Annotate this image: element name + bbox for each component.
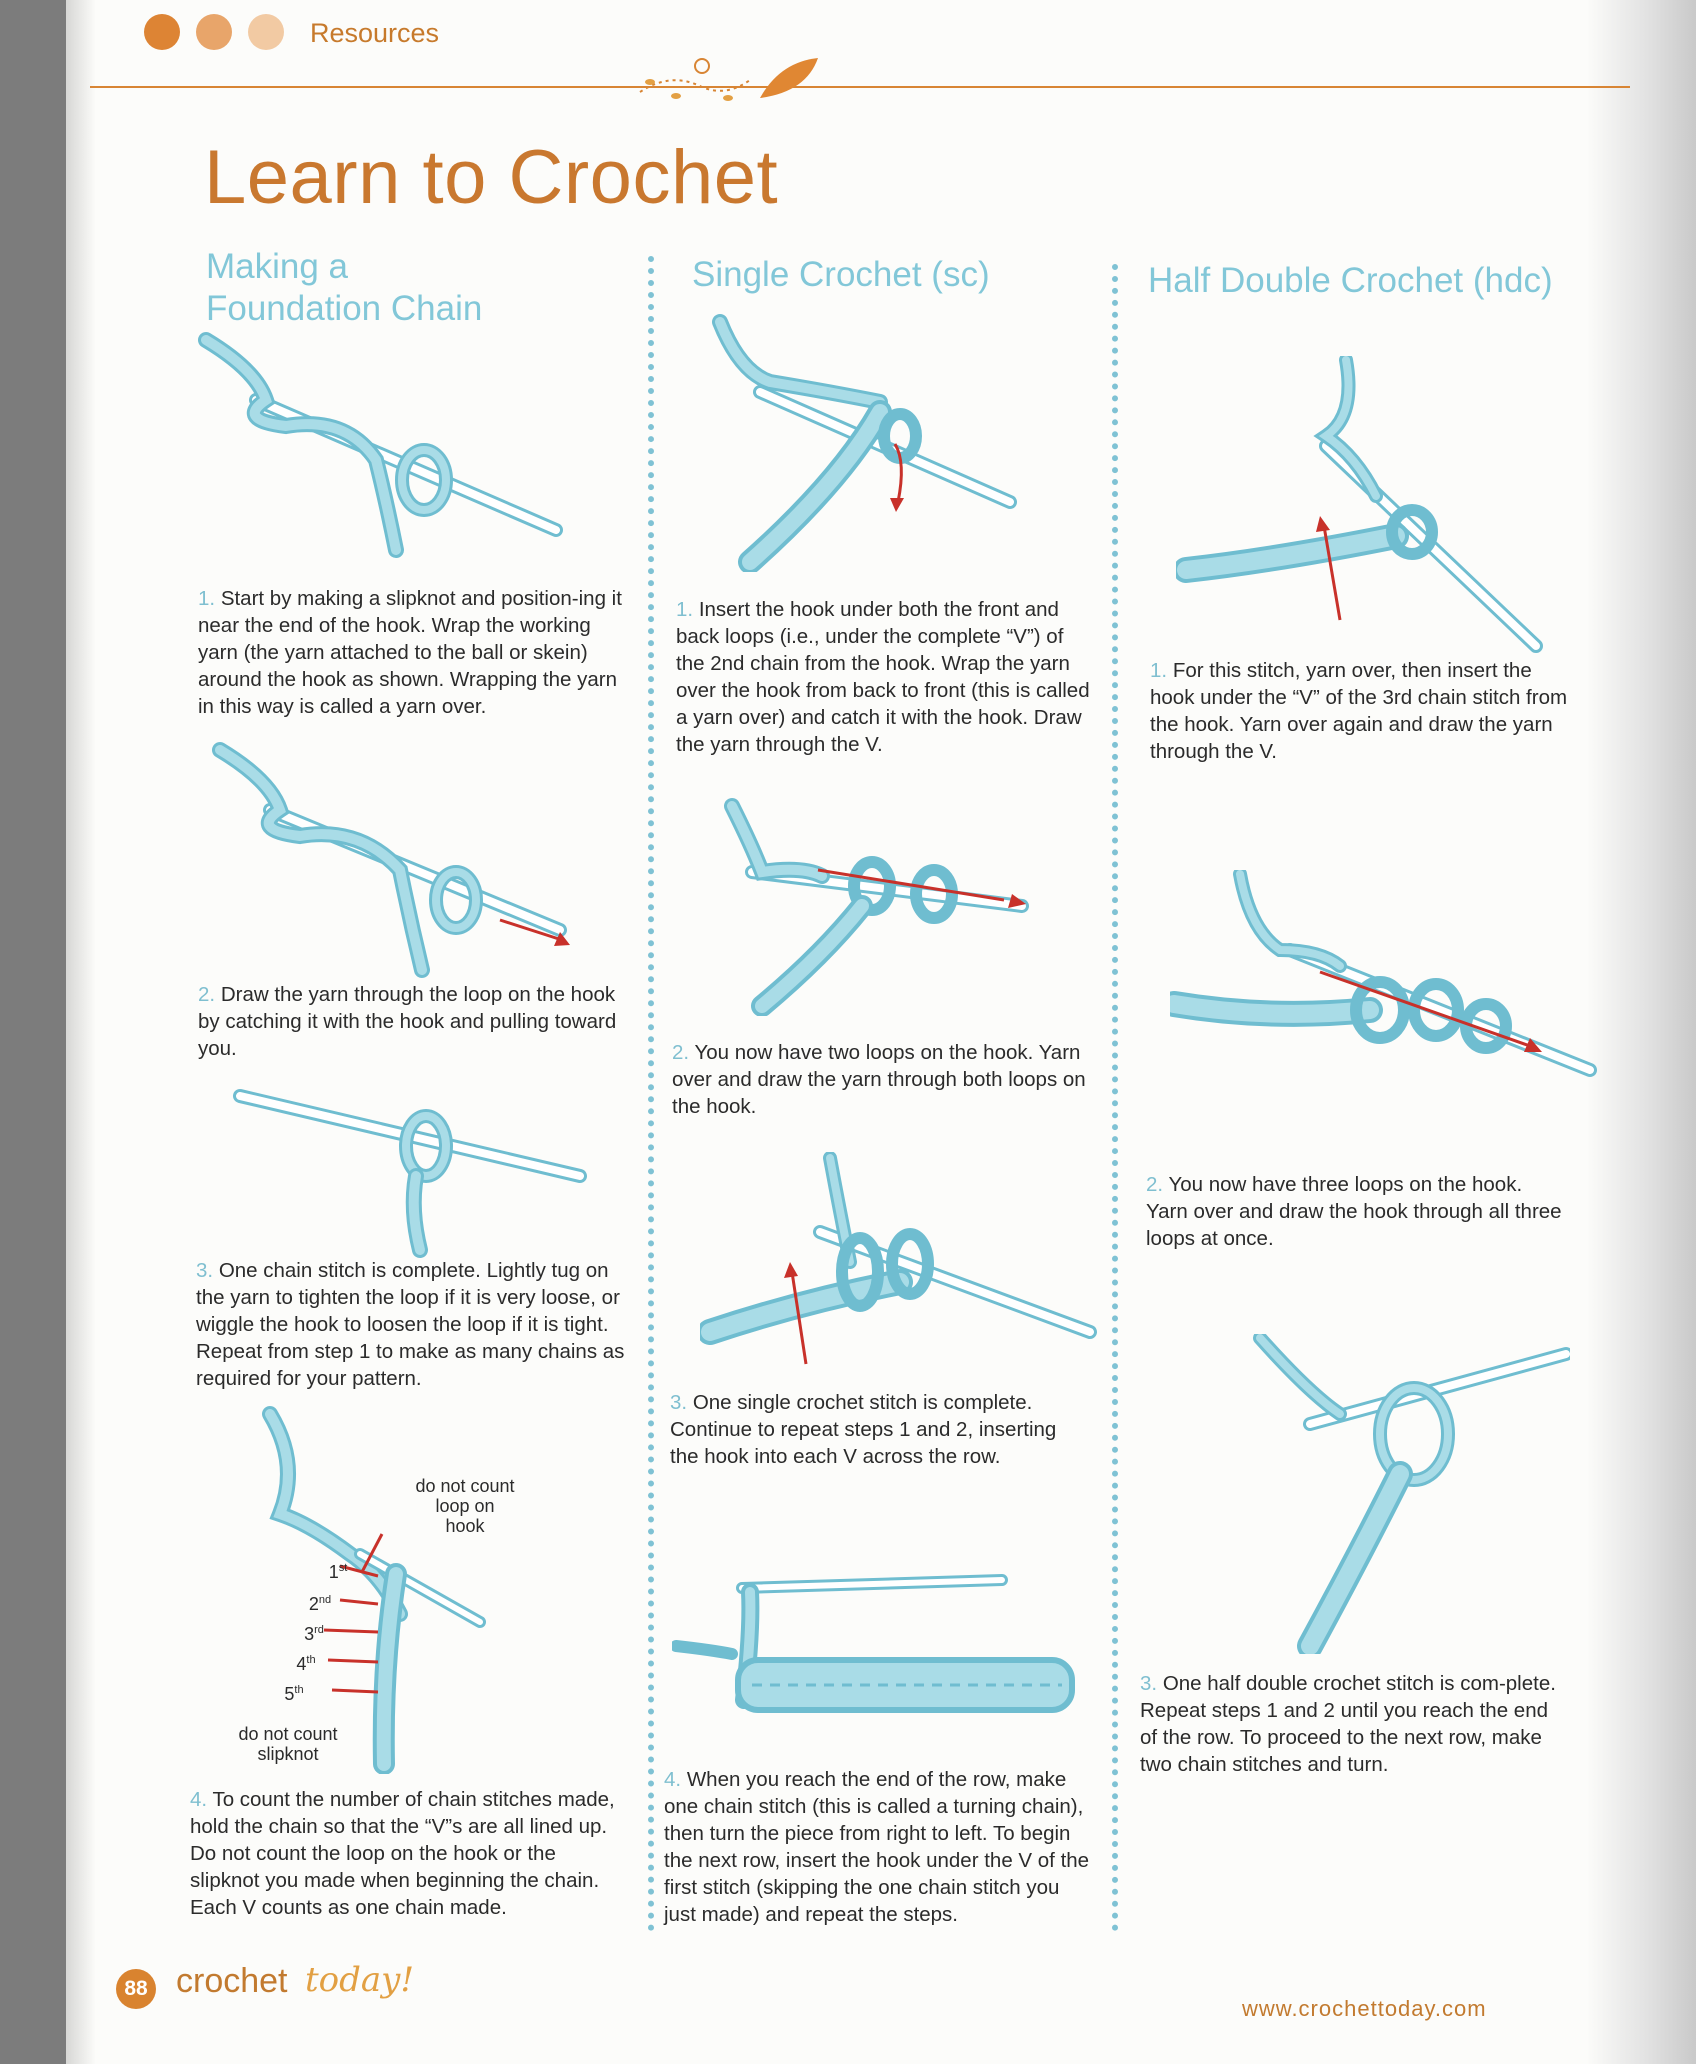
label-count-5th: 5th xyxy=(284,1684,304,1704)
figure-sc-step-1 xyxy=(700,312,1020,572)
column-divider-1 xyxy=(648,256,654,1932)
page-title: Learn to Crochet xyxy=(204,135,779,220)
column-1-heading: Making a Foundation Chain xyxy=(206,247,483,328)
page-gutter-shadow xyxy=(66,0,96,2064)
chain-step-3: 3. One chain stitch is complete. Lightly tug on the yarn to tighten the loop if it is very loose, or wiggle the hook to loosen the loop if it is tight. Repeat from step 1 to make as many chains as required for your pattern. xyxy=(196,1259,625,1390)
header-dot-3 xyxy=(248,14,284,50)
hdc-step-1: 1. For this stitch, yarn over, then insert the hook under the “V” of the 3rd chain stitch from the hook. Yarn over again and draw the yarn through the V. xyxy=(1150,659,1568,763)
column-divider-2 xyxy=(1112,264,1118,1932)
label-count-4th: 4th xyxy=(296,1654,316,1674)
footer-url[interactable]: www.crochettoday.com xyxy=(1242,1996,1487,2021)
figure-sc-step-4 xyxy=(672,1570,1082,1730)
chain-step-4: 4. To count the number of chain stitches made, hold the chain so that the “V”s are all lined up. Do not count the loop on the hook or the slipknot you made when beginning the chain. Each V counts as one chain made. xyxy=(190,1788,615,1919)
section-label: Resources xyxy=(310,18,440,48)
sc-step-3: 3. One single crochet stitch is complete. Continue to repeat steps 1 and 2, inserting the hook into each V across the row. xyxy=(670,1391,1057,1468)
figure-sc-step-3 xyxy=(700,1152,1100,1382)
figure-chain-step-3 xyxy=(220,1080,590,1260)
figure-sc-step-2 xyxy=(722,796,1042,1016)
label-do-not-count-loop: do not count loop on hook xyxy=(415,1476,515,1536)
label-count-1st: 1st xyxy=(328,1562,348,1582)
chain-step-1: 1. Start by making a slipknot and position-ing it near the end of the hook. Wrap the working yarn (the yarn attached to the ball or skein) around the hook as shown. Wrapping the yarn in this way is called a yarn over. xyxy=(198,587,622,718)
hdc-step-2: 2. You now have three loops on the hook. Yarn over and draw the hook through all three loops at once. xyxy=(1146,1173,1562,1250)
magazine-name-accent: today! xyxy=(305,1960,415,2000)
label-do-not-count-slipknot: do not count slipknot xyxy=(238,1724,338,1764)
header-rule xyxy=(90,86,1630,88)
chain-step-2: 2. Draw the yarn through the loop on the hook by catching it with the hook and pulling toward you. xyxy=(198,983,617,1060)
leaf-ornament-icon xyxy=(630,52,820,117)
figure-hdc-step-2 xyxy=(1170,870,1600,1100)
sc-step-1: 1. Insert the hook under both the front and back loops (i.e., under the complete “V”) of the 2nd chain from the hook. Wrap the yarn over the hook from back to front (this is called a yarn over) and catch it with the hook. Draw the yarn through the V. xyxy=(676,598,1090,756)
column-2-heading: Single Crochet (sc) xyxy=(692,255,990,294)
label-count-3rd: 3rd xyxy=(304,1624,324,1644)
column-3-heading: Half Double Crochet (hdc) xyxy=(1148,261,1553,300)
figure-chain-step-1 xyxy=(196,330,566,570)
page-number: 88 xyxy=(116,1969,156,2009)
header-dot-2 xyxy=(196,14,232,50)
label-count-2nd: 2nd xyxy=(308,1594,332,1614)
figure-hdc-step-3 xyxy=(1250,1334,1570,1654)
figure-chain-step-2 xyxy=(210,740,580,980)
sc-step-4: 4. When you reach the end of the row, make one chain stitch (this is called a turning chain), then turn the piece from right to left. To begin the next row, insert the hook under the V of the first stitch (skipping the one chain stitch you just made) and repeat the steps. xyxy=(664,1768,1090,1926)
hdc-step-3: 3. One half double crochet stitch is com-plete. Repeat steps 1 and 2 until you reach the end of the row. To proceed to the next row, make two chain stitches and turn. xyxy=(1140,1672,1556,1776)
figure-chain-step-4 xyxy=(250,1404,500,1774)
header-dot-1 xyxy=(144,14,180,50)
magazine-name: crochet xyxy=(176,1962,288,2000)
figure-hdc-step-1 xyxy=(1176,356,1556,656)
page-edge-shadow xyxy=(1586,0,1696,2064)
sc-step-2: 2. You now have two loops on the hook. Yarn over and draw the yarn through both loops on the hook. xyxy=(672,1041,1086,1118)
